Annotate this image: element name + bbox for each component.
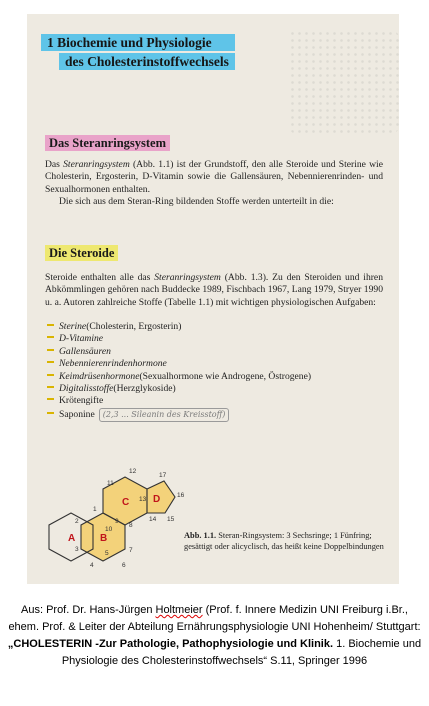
atom-number: 2 xyxy=(75,518,79,525)
paragraph-steranringsystem-b: Die sich aus dem Steran-Ring bildenden Stoffe werden unterteilt in die: xyxy=(59,195,334,207)
dash-icon xyxy=(47,324,54,326)
list-item xyxy=(47,371,311,383)
item-text: Krötengifte xyxy=(59,395,104,407)
scanned-book-page xyxy=(27,14,399,584)
section-heading-text: Die Steroide xyxy=(45,245,118,261)
citation-text: (Prof. f. Innere Medizin UNI Freiburg i.Br., ehem. Prof. & Leiter der Abteilung Ernährungsphysiologie UNI Hohenheim/ Stuttgart: xyxy=(8,604,421,633)
atom-number: 14 xyxy=(149,516,157,523)
dash-icon xyxy=(47,398,54,400)
citation-text: 1. Biochemie und Physiologie des Cholesterinstoffwechsels“ S.11, Springer 1996 xyxy=(61,638,422,667)
list-item xyxy=(47,358,311,370)
atom-number: 9 xyxy=(115,518,119,525)
italic-term: Steranringsystem xyxy=(154,272,221,283)
list-item xyxy=(47,383,311,395)
item-italic: D-Vitamine xyxy=(59,333,104,345)
atom-number: 5 xyxy=(105,550,109,557)
paragraph-steranringsystem xyxy=(45,159,383,208)
handwritten-note: (2,3 ... Sileanin des Kreisstoff) xyxy=(99,408,230,422)
citation-author-surname: Holtmeier xyxy=(155,604,203,616)
text-run: (Abb. 1.3). Zu den Steroiden und ihren Abkömmlingen gehören nach Buddecke 1989, Fischbach 1967, Lang 1979, Stryer 1990 u. a. Autoren zahlreiche Stoffe (Tabelle 1.1) mit wichtigen physiologischen Aufgaben: xyxy=(45,272,383,308)
item-italic: Gallensäuren xyxy=(59,345,111,357)
atom-number: 1 xyxy=(93,506,97,513)
figure-caption xyxy=(184,530,384,552)
dash-icon xyxy=(47,374,54,376)
atom-number: 12 xyxy=(129,468,137,475)
dash-icon xyxy=(47,386,54,388)
paragraph-steroide xyxy=(45,272,383,309)
list-item xyxy=(47,346,311,358)
atom-number: 17 xyxy=(159,472,167,479)
item-italic: Digitalisstoffe xyxy=(59,383,114,395)
item-text: Saponine xyxy=(59,408,95,420)
ring-letter-d: D xyxy=(153,494,161,505)
chapter-title-line1: 1 Biochemie und Physiologie xyxy=(41,34,235,51)
list-item xyxy=(47,408,311,422)
source-citation xyxy=(6,602,423,670)
atom-number: 7 xyxy=(129,547,133,554)
item-italic: Sterine xyxy=(59,321,87,332)
dash-icon xyxy=(47,412,54,414)
atom-number: 8 xyxy=(129,522,133,529)
ring-letter-a: A xyxy=(68,533,76,544)
chapter-title xyxy=(41,34,235,72)
dash-icon xyxy=(47,336,54,338)
dash-icon xyxy=(47,361,54,363)
section-heading-text: Das Steranringsystem xyxy=(45,135,170,151)
list-item xyxy=(47,333,311,345)
ring-letter-c: C xyxy=(122,497,130,508)
decorative-molecule-pattern xyxy=(289,30,399,134)
citation-book-title: „CHOLESTERIN -Zur Pathologie, Pathophysiologie und Klinik. xyxy=(7,638,334,650)
section-heading-steranringsystem xyxy=(45,134,170,152)
atom-number: 3 xyxy=(75,546,79,553)
atom-number: 11 xyxy=(107,480,114,487)
text-run: Das xyxy=(45,159,64,170)
atom-number: 4 xyxy=(90,562,94,569)
steroid-list xyxy=(47,321,311,422)
atom-number: 10 xyxy=(105,526,113,533)
list-item xyxy=(47,395,311,407)
italic-term: Steranringsystem xyxy=(63,159,130,170)
atom-number: 6 xyxy=(122,562,126,569)
item-text: (Sexualhormone wie Androgene, Östrogene) xyxy=(139,370,312,382)
item-text: (Herzglykoside) xyxy=(113,383,176,395)
steran-ring-diagram xyxy=(47,459,185,579)
ring-d-fill xyxy=(147,481,175,513)
list-item xyxy=(47,321,311,333)
atom-number: 16 xyxy=(177,492,185,499)
citation-text: Aus: Prof. Dr. Hans-Jürgen xyxy=(21,604,156,616)
item-text: (Cholesterin, Ergosterin) xyxy=(86,321,182,332)
item-italic: Nebennierenrindenhormone xyxy=(59,358,167,370)
paragraph-steranringsystem-a xyxy=(45,159,383,196)
text-run: (Abb. 1.1) ist der Grundstoff, den alle Steroide und Sterine wie Cholesterin, Ergosterin, D-Vitamin sowie die Gallensäuren, Nebennierenrinden- und Sexualhormonen enthalten. xyxy=(45,159,383,195)
dash-icon xyxy=(47,349,54,351)
section-heading-steroide xyxy=(45,244,118,262)
item-italic: Keimdrüsenhormone xyxy=(59,370,140,382)
caption-label: Abb. 1.1. xyxy=(184,531,217,540)
caption-text: Steran-Ringsystem: 3 Sechsringe; 1 Fünfring; gesättigt oder alicyclisch, das heißt keine Doppelbindungen xyxy=(184,531,384,551)
ring-letter-b: B xyxy=(100,533,108,544)
chapter-title-line2: des Cholesterinstoffwechsels xyxy=(59,53,235,70)
text-run: Steroide enthalten alle das xyxy=(45,272,155,283)
atom-number: 13 xyxy=(139,496,147,503)
atom-number: 15 xyxy=(167,516,175,523)
